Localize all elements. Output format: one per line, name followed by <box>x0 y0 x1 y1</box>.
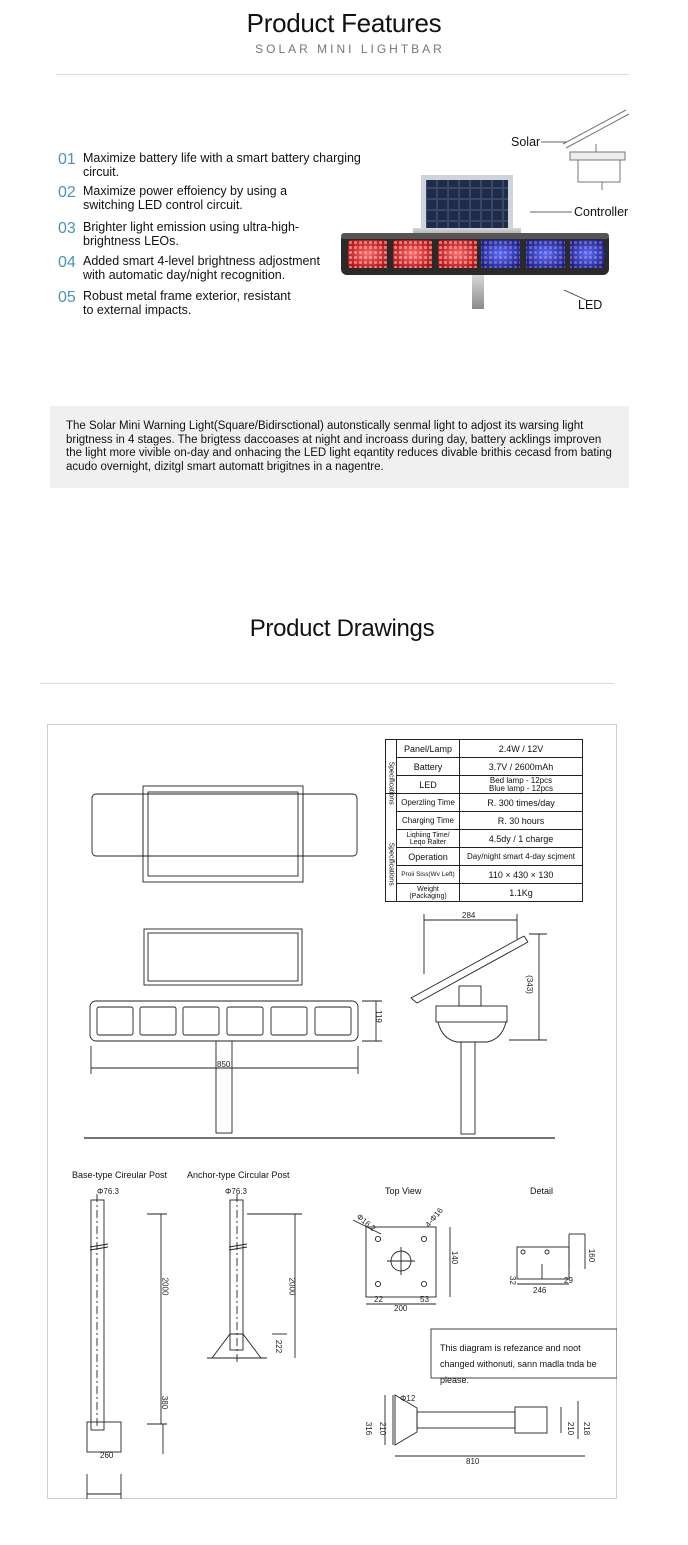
dim-label: 210 <box>378 1421 388 1436</box>
dim-label: Φ16.2 <box>354 1211 378 1234</box>
divider <box>40 683 614 684</box>
dim-label: 22 <box>374 1295 383 1304</box>
spec-group-label: Specifications <box>387 842 395 886</box>
feature-number: 02 <box>58 184 76 201</box>
feature-item <box>58 254 323 282</box>
dim-label: Φ76.3 <box>97 1187 119 1196</box>
dim-label: Φ12 <box>400 1394 416 1403</box>
spec-value: 3.7V / 2600mAh <box>460 758 583 776</box>
dim-label: 850 <box>217 1060 231 1069</box>
pole <box>472 275 484 309</box>
feature-text: Robust metal frame exterior, resistant to external impacts. <box>83 289 291 317</box>
schematic-icon <box>563 110 629 190</box>
dim-label: 4-Φ16 <box>423 1206 445 1229</box>
dim-label: (343) <box>524 975 534 994</box>
dim-label: 160 <box>587 1248 597 1263</box>
detail-label: Detail <box>530 1186 554 1196</box>
features-subtitle: SOLAR MINI LIGHTBAR <box>255 42 445 56</box>
dim-label: 29 <box>564 1276 573 1285</box>
post-label-anchor: Anchor-type Circular Post <box>187 1170 290 1180</box>
label-led: LED <box>578 298 603 312</box>
dim-label: 32 <box>507 1276 517 1285</box>
dim-label: 222 <box>274 1339 284 1354</box>
post-label-base: Base-type Cireular Post <box>72 1170 168 1180</box>
dim-label: 218 <box>582 1421 592 1436</box>
spec-label: Liqhiing Time/ Leqo Ralter <box>397 830 460 848</box>
feature-text: Added smart 4-level brightness adjostment with automatic day/night recognition. <box>83 254 320 282</box>
label-solar: Solar <box>511 135 541 149</box>
spec-label: Battery <box>397 758 460 776</box>
dim-label: 2000 <box>287 1277 297 1296</box>
drawings-title: Product Drawings <box>249 615 435 642</box>
dim-label: 119 <box>373 1010 383 1023</box>
feature-item <box>58 220 338 248</box>
spec-label: Panel/Lamp <box>397 740 460 758</box>
spec-value: Bed lamp - 12pcs Blue lamp - 12pcs <box>460 776 583 794</box>
dim-label: 810 <box>466 1457 480 1466</box>
dim-label: 260 <box>100 1451 114 1460</box>
spec-label: Operation <box>397 848 460 866</box>
feature-text: Maximize power effoiency by using a switching LED control circuit. <box>83 184 288 212</box>
product-description: The Solar Mini Warning Light(Square/Bidirsctional) autonstically senmal light to adjost its warsing light brigtness in 4 stages. The brigtess daccoases at night and incroass during day, battery acklings improven the light more vivible on-day and onhacing the LED light eqantity reduces divable brithis cecasd from bating acudo overnight, dizitgl smart automatt brigitnes in a nagentre. <box>50 406 629 488</box>
spec-value: 2.4W / 12V <box>460 740 583 758</box>
dim-label: 316 <box>364 1421 374 1436</box>
dim-label: 2000 <box>160 1277 170 1296</box>
spec-group-label: Specifications <box>387 761 395 805</box>
feature-number: 01 <box>58 151 76 168</box>
spec-label: Charging Time <box>397 812 460 830</box>
spec-value: R. 300 times/day <box>460 794 583 812</box>
spec-label: LED <box>397 776 460 794</box>
feature-item <box>58 151 373 179</box>
feature-number: 05 <box>58 289 76 306</box>
feature-number: 04 <box>58 254 76 271</box>
dim-label: 210 <box>566 1421 576 1436</box>
feature-item <box>58 184 341 212</box>
feature-text: Maximize battery life with a smart battery charging circuit. <box>83 151 361 179</box>
spec-value: Day/night smart 4-day scjment <box>460 848 583 866</box>
reference-note: This diagram is refezance and noot changed withonuti, sann madla tnda be please. <box>440 1343 597 1385</box>
feature-item <box>58 289 293 317</box>
spec-value: 110 × 430 × 130 <box>460 866 583 884</box>
divider <box>56 74 629 75</box>
dim-label: 284 <box>462 911 476 920</box>
spec-label: Proii Siss(Wv Left) <box>397 866 460 884</box>
features-title: Product Features <box>246 8 442 38</box>
dim-label: 246 <box>533 1286 547 1295</box>
dim-label: Φ76.3 <box>225 1187 247 1196</box>
spec-label: Operzling Time <box>397 794 460 812</box>
spec-value: 4.5dy / 1 charge <box>460 830 583 848</box>
dim-label: 140 <box>450 1250 460 1265</box>
label-controller: Controller <box>574 205 629 219</box>
spec-value: 1.1Kg <box>460 884 583 902</box>
feature-text: Brighter light emission using ultra-high-brightness LEOs. <box>83 220 300 248</box>
feature-number: 03 <box>58 220 76 237</box>
spec-label: Weight (Packaging) <box>397 884 460 902</box>
dim-label: 380 <box>160 1395 170 1410</box>
dim-label: 200 <box>394 1304 408 1313</box>
spec-value: R. 30 hours <box>460 812 583 830</box>
top-view-label: Top View <box>385 1186 422 1196</box>
dim-label: 53 <box>420 1295 429 1304</box>
